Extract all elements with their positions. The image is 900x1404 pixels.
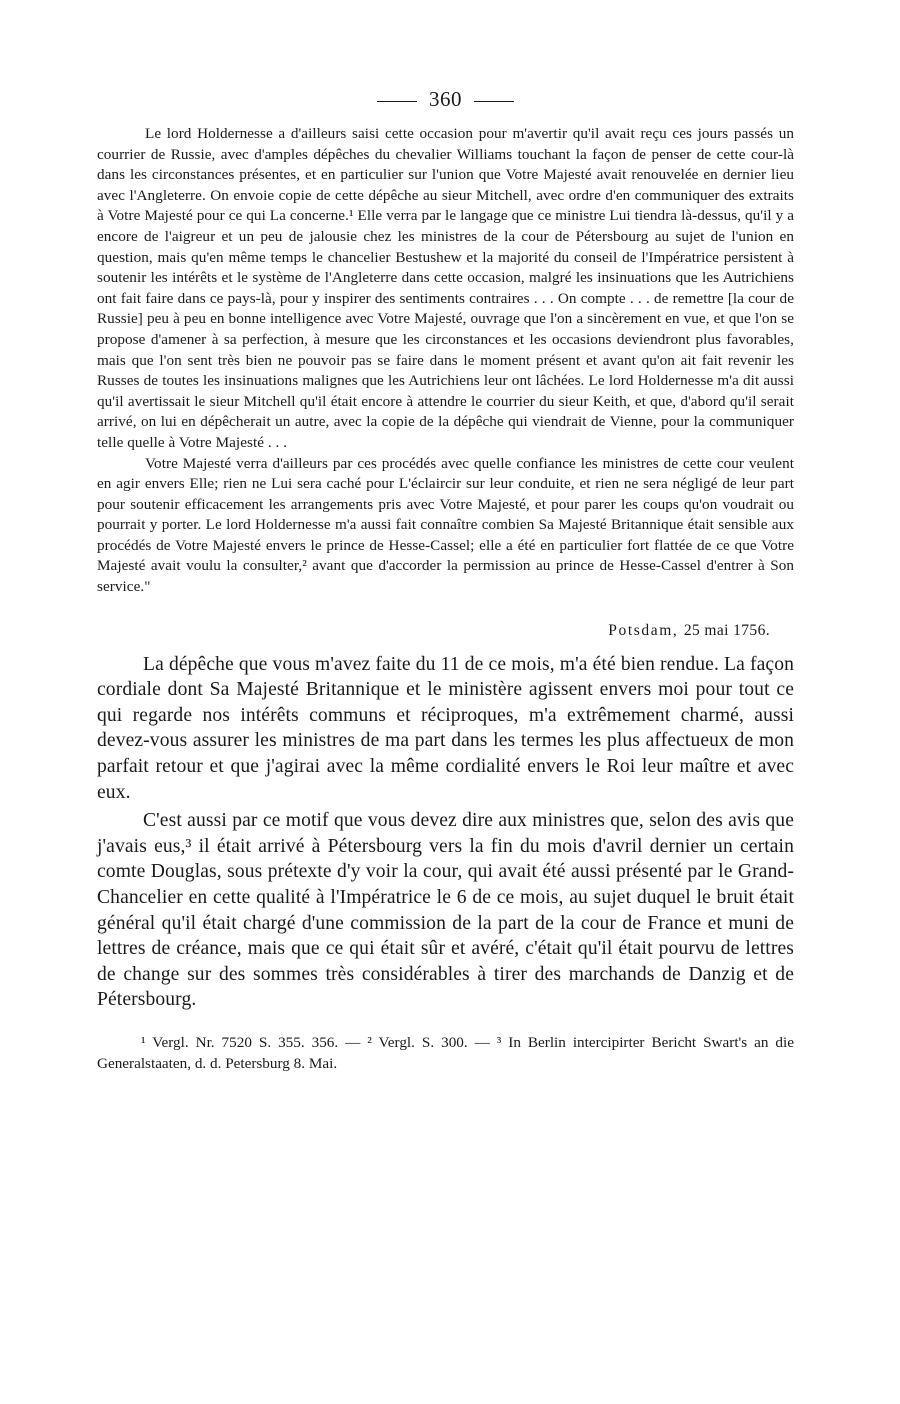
page-number: 360 — [429, 87, 462, 111]
letter-body — [97, 652, 794, 1013]
dateline — [97, 620, 770, 642]
right-rule — [474, 101, 514, 102]
running-head — [97, 84, 794, 114]
quoted-report — [97, 124, 794, 598]
dateline-date: 25 mai 1756. — [683, 621, 770, 639]
letter-paragraph-1: La dépêche que vous m'avez faite du 11 de ce mois, m'a été bien rendue. La façon cordiale dont Sa Majesté Britannique et le ministère agissent envers moi pour tout ce qui regarde nos intérêts communs et réciproques, m'a extrêmement charmé, aussi devez-vous assurer les ministres de ma part dans les termes les plus affectueux de mon parfait retour et que j'agirai avec la même cordialité envers le Roi leur maître et avec eux. — [97, 653, 794, 803]
document-page — [97, 84, 794, 1075]
left-rule — [377, 101, 417, 102]
letter-paragraph-2: C'est aussi par ce motif que vous devez dire aux ministres que, selon des avis que j'avais eus,³ il était arrivé à Pétersbourg vers la fin du mois d'avril dernier un certain comte Douglas, sous prétexte d'y voir la cour, qui avait été aussi présenté par le Grand-Chancelier en cette qualité à l'Impératrice le 6 de ce mois, au sujet duquel le bruit était général qu'il était chargé d'une commission de la part de la cour de France et muni de lettres de créance, mais que ce qui était sûr et avéré, c'était qu'il était pourvu de lettres de change sur des sommes très considérables à tirer des marchands de Danzig et de Pétersbourg. — [97, 810, 794, 1011]
quote-paragraph-2: Votre Majesté verra d'ailleurs par ces procédés avec quelle confiance les ministres de cette cour veulent en agir envers Elle; rien ne Lui sera caché pour L'éclaircir sur leur conduite, et rien ne sera négligé de leur part pour soutenir efficacement les arrangements pris avec Votre Majesté, et pour parer les coups qu'on voudrait ou pourrait y porter. Le lord Holdernesse m'a aussi fait connaître combien Sa Majesté Britannique était sensible aux procédés de Votre Majesté envers le prince de Hesse-Cassel; elle a été en particulier fort flattée de ce que Votre Majesté avait voulu la consulter,² avant que d'accorder la permission au prince de Hesse-Cassel d'entrer à Son service." — [97, 454, 794, 596]
footnote-text: ¹ Vergl. Nr. 7520 S. 355. 356. — ² Vergl. S. 300. — ³ In Berlin intercipirter Bericht Swart's an die Generalstaaten, d. d. Petersburg 8. Mai. — [97, 1033, 794, 1072]
dateline-place: Potsdam, — [608, 621, 679, 639]
footnotes — [97, 1033, 794, 1075]
quote-paragraph-1: Le lord Holdernesse a d'ailleurs saisi cette occasion pour m'avertir qu'il avait reçu ces jours passés un courrier de Russie, avec d'amples dépêches du chevalier Williams touchant la façon de penser de cette cour-là dans les circonstances présentes, et en particulier sur l'union que Votre Majesté avait renouvelée en dernier lieu avec l'Angleterre. On envoie copie de cette dépêche au sieur Mitchell, avec ordre d'en communiquer des extraits à Votre Majesté pour ce qui La concerne.¹ Elle verra par le langage que ce ministre Lui tiendra là-dessus, qu'il y a encore de l'aigreur et un peu de jalousie chez les ministres de la cour de Pétersbourg au sujet de l'union en question, mais qu'en même temps le chancelier Bestushew et la majorité du conseil de l'Impératrice persistent à soutenir les intérêts et le système de l'Angleterre dans cette occasion, malgré les insinuations que les Autrichiens ont fait faire dans ce pays-là, pour y inspirer des sentiments contraires . . . On compte . . . de remettre [la cour de Russie] peu à peu en bonne intelligence avec Votre Majesté, ouvrage que l'on a sincèrement en vue, et que l'on se propose d'amener à sa perfection, à mesure que les circonstances et les occasions deviendront plus favorables, mais que l'on sent très bien ne pouvoir pas se faire dans le moment présent et avant qu'on ait fait revenir les Russes de toutes les insinuations malignes que les Autrichiens leur ont lâchées. Le lord Holdernesse m'a dit aussi qu'il avertissait le sieur Mitchell qu'il était encore à attendre le courrier du sieur Keith, et que, d'abord qu'il serait arrivé, on lui en dépêcherait un autre, avec la copie de la dépêche qui viendrait de Vienne, pour la communiquer telle quelle à Votre Majesté . . . — [97, 125, 794, 451]
